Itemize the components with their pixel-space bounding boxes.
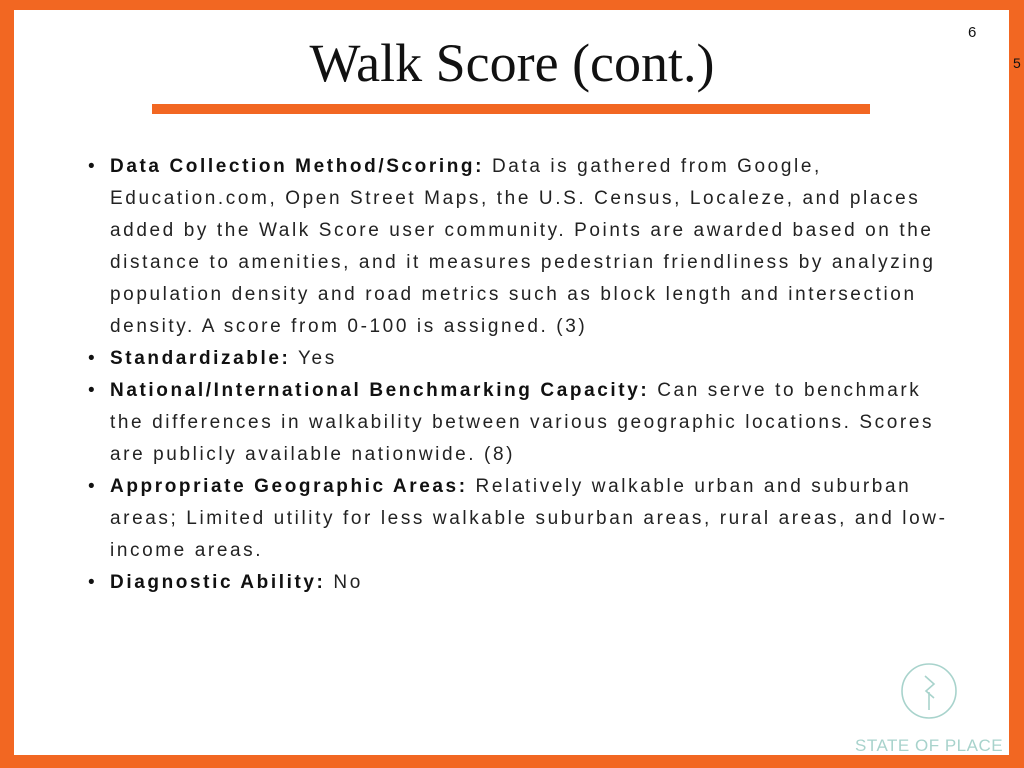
bullet-item-diagnostic (88, 567, 948, 599)
title-underline (152, 104, 870, 114)
bullet-item-standardizable (88, 343, 948, 375)
bullet-list (88, 151, 948, 599)
bullet-text: Can serve to benchmark the differences in walkability between various geographic locations. Scores are publicly available nationwide. (8) (110, 380, 935, 465)
bullet-label: National/International Benchmarking Capacity: (110, 380, 650, 401)
bullet-text: Relatively walkable urban and suburban areas; Limited utility for less walkable suburban areas, rural areas, and low-income areas. (110, 476, 948, 561)
bullet-label: Diagnostic Ability: (110, 572, 326, 593)
bullet-item-data-collection (88, 151, 948, 343)
page-number-secondary: 5 (1013, 55, 1021, 71)
bullet-label: Standardizable: (110, 348, 291, 369)
bullet-label: Appropriate Geographic Areas: (110, 476, 468, 497)
bullet-item-benchmarking (88, 375, 948, 471)
bullet-text: Data is gathered from Google, Education.com, Open Street Maps, the U.S. Census, Localeze, and places added by the Walk Score user community. Points are awarded based on the distance to amenities, and it measures pedestrian friendliness by analyzing population density and road metrics such as block length and intersection density. A score from 0-100 is assigned. (3) (110, 156, 936, 337)
bullet-item-geographic-areas (88, 471, 948, 567)
bullet-text: Yes (298, 348, 337, 369)
page-number: 6 (968, 24, 977, 41)
slide-title: Walk Score (cont.) (309, 33, 715, 93)
bullet-label: Data Collection Method/Scoring: (110, 156, 485, 177)
brand-name: STATE OF PLACE (855, 736, 1004, 755)
bullet-text: No (333, 572, 363, 593)
state-of-place-logo-icon (900, 662, 958, 720)
